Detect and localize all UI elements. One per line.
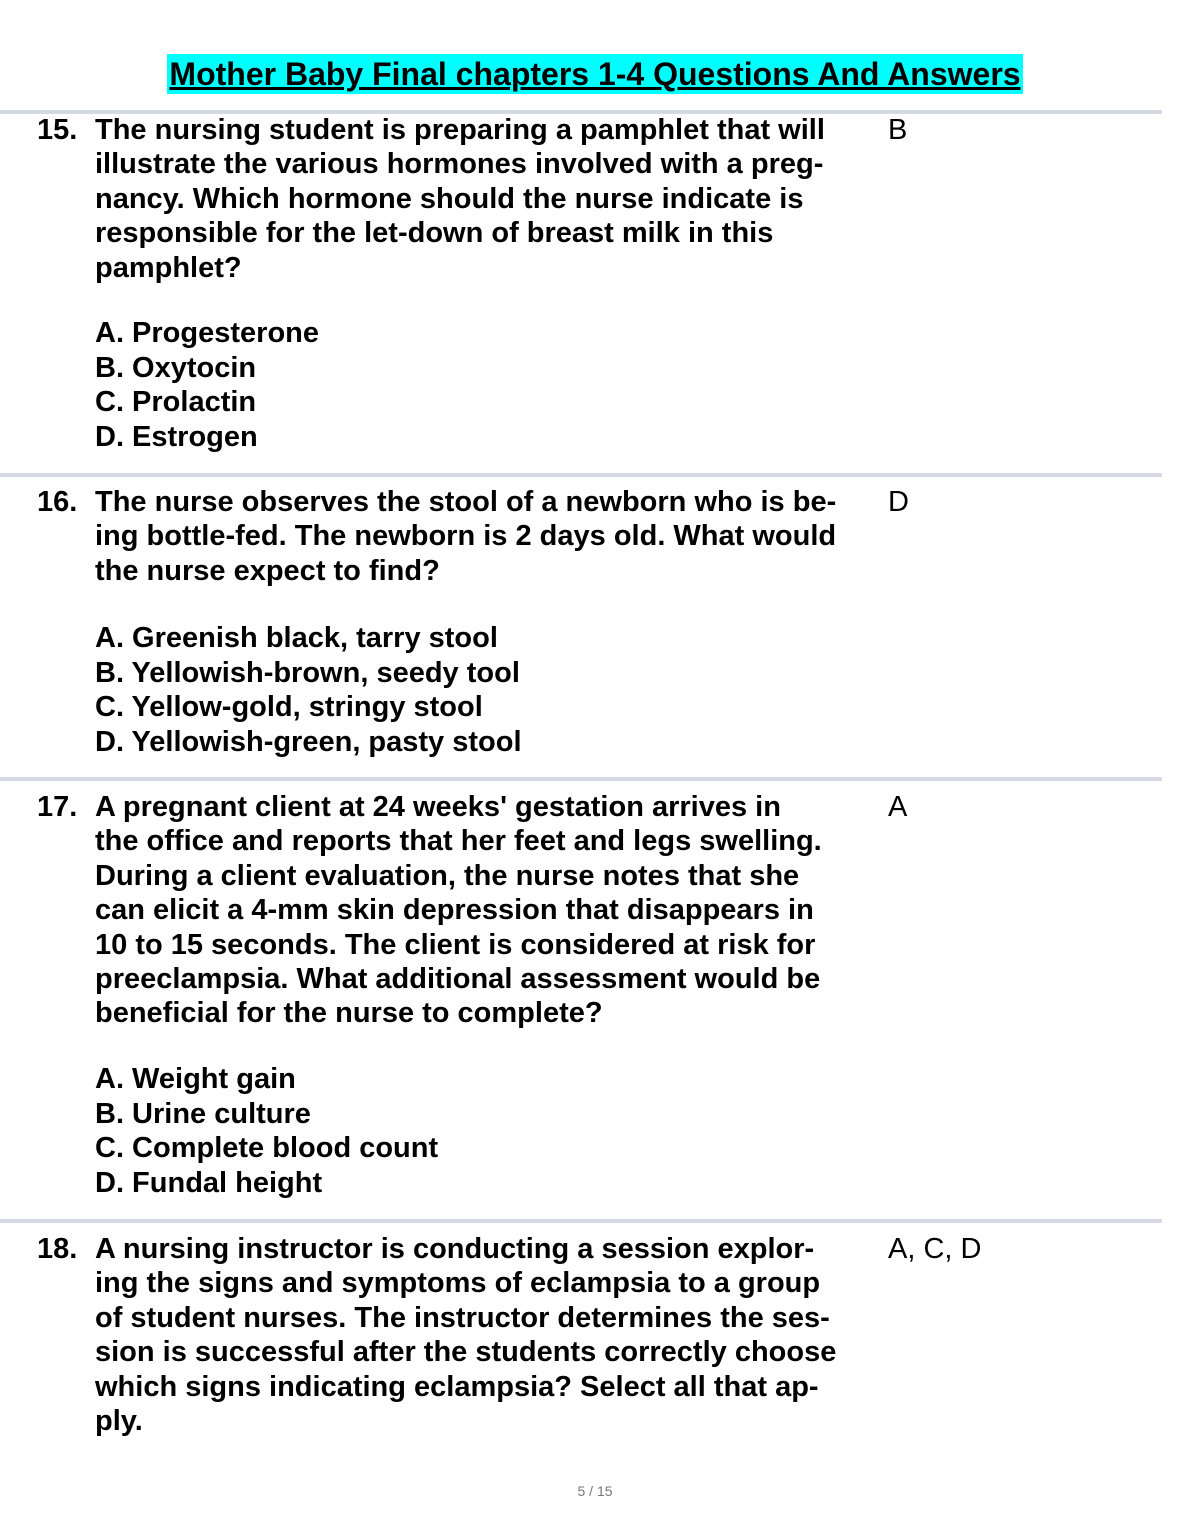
option-b: B. Urine culture (95, 1097, 311, 1130)
answer-options (95, 316, 875, 454)
question-text (95, 1232, 885, 1438)
correct-answer: A, C, D (888, 1233, 982, 1265)
question-divider (0, 473, 1162, 477)
option-d: D. Yellowish-green, pasty stool (95, 725, 522, 758)
option-d: D. Fundal height (95, 1166, 323, 1199)
question-line: ing bottle-fed. The newborn is 2 days old. What would (95, 520, 837, 553)
answer-options (95, 1062, 875, 1200)
question-number: 17. (37, 791, 78, 823)
option-c: C. Prolactin (95, 386, 257, 419)
question-line: A pregnant client at 24 weeks' gestation arrives in (95, 791, 781, 823)
title-container (0, 54, 1190, 94)
question-line: which signs indicating eclampsia? Select all that ap- (95, 1370, 819, 1403)
question-line: illustrate the various hormones involved with a preg- (95, 148, 824, 181)
question-divider (0, 1219, 1162, 1223)
option-b: B. Oxytocin (95, 351, 257, 384)
question-number: 16. (37, 486, 78, 518)
question-text (95, 113, 885, 285)
option-a: A. Greenish black, tarry stool (95, 622, 498, 654)
answer-options (95, 621, 875, 759)
question-line: 10 to 15 seconds. The client is considered at risk for (95, 928, 816, 961)
question-line: responsible for the let-down of breast milk in this (95, 217, 774, 250)
question-line: pamphlet? (95, 251, 242, 284)
option-a: A. Weight gain (95, 1063, 296, 1095)
question-line: The nurse observes the stool of a newborn who is be- (95, 486, 837, 518)
option-c: C. Complete blood count (95, 1132, 439, 1165)
document-title: Mother Baby Final chapters 1-4 Questions And Answers (169, 56, 1021, 92)
page-indicator: 5 / 15 (577, 1483, 613, 1499)
correct-answer: D (888, 486, 909, 518)
question-line: A nursing instructor is conducting a session explor- (95, 1233, 815, 1265)
option-a: A. Progesterone (95, 317, 319, 349)
question-line: ply. (95, 1405, 143, 1438)
question-line: During a client evaluation, the nurse notes that she (95, 859, 800, 892)
question-line: ing the signs and symptoms of eclampsia to a group (95, 1267, 821, 1300)
question-line: the nurse expect to find? (95, 554, 440, 587)
question-divider (0, 777, 1162, 781)
question-line: preeclampsia. What additional assessment would be (95, 963, 821, 996)
question-number: 15. (37, 114, 78, 146)
question-number: 18. (37, 1233, 78, 1265)
option-d: D. Estrogen (95, 420, 258, 453)
question-line: of student nurses. The instructor determines the ses- (95, 1301, 830, 1334)
question-text (95, 790, 885, 1031)
option-c: C. Yellow-gold, stringy stool (95, 691, 483, 724)
correct-answer: A (888, 791, 908, 823)
question-line: the office and reports that her feet and legs swelling. (95, 825, 822, 858)
correct-answer: B (888, 114, 908, 146)
question-line: The nursing student is preparing a pamphlet that will (95, 114, 825, 146)
question-line: can elicit a 4-mm skin depression that disappears in (95, 894, 814, 927)
question-line: beneficial for the nurse to complete? (95, 997, 603, 1030)
question-text (95, 485, 885, 588)
option-b: B. Yellowish-brown, seedy tool (95, 656, 520, 689)
question-line: nancy. Which hormone should the nurse indicate is (95, 182, 804, 215)
question-line: sion is successful after the students correctly choose (95, 1336, 837, 1369)
